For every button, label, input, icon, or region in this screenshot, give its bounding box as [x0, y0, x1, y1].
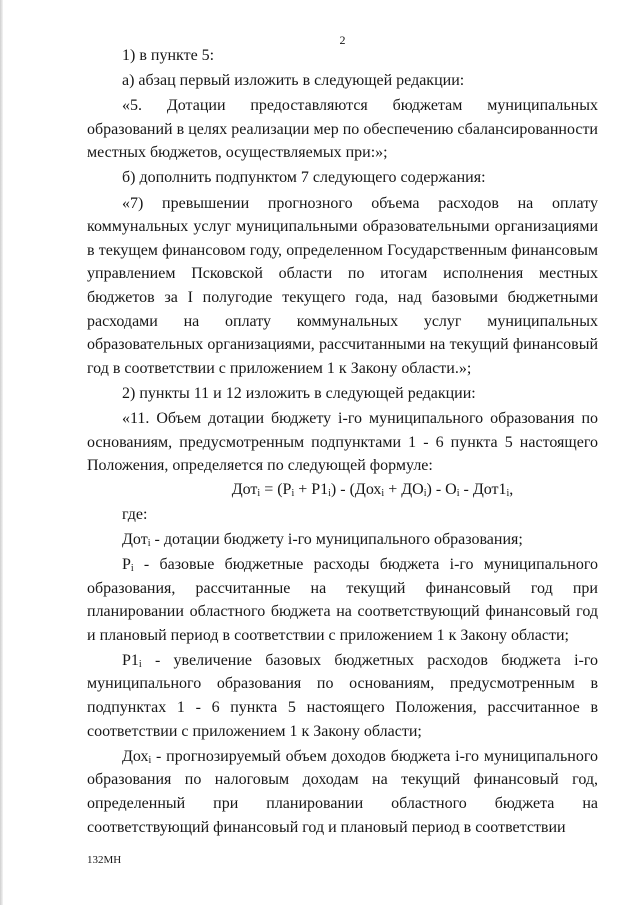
definition-dox: Дох$_i$ - прогнозируемый объем доходов бюджета i-го муниципального образования по налоговым доходам на текущий финансовый год, определенный при планировании областного бюджета на соответствующий финансовый год и плановый период в соответствии [87, 747, 598, 836]
paragraph-where: где: [122, 505, 148, 523]
definition-p1: $P1_i$ - увеличение базовых бюджетных расходов бюджета i-го муниципального образования по основаниям, предусмотренным в подпунктах 1 - 6 пункта 5 настоящего Положения, рассчитанное в соответствии с приложением 1 к Закону области; [87, 651, 598, 740]
formula: $Дот_i = (P_i + P1_i) - (Дох_i + ДО_i) - O_i - Дот1_i$, [231, 480, 514, 499]
paragraph-item-2: 2) пункты 11 и 12 изложить в следующей редакции: [122, 384, 476, 402]
page-number: 2 [339, 33, 346, 47]
paragraph-item-1: 1) в пункте 5: [122, 47, 215, 64]
paragraph-quote-5: «5. Дотации предоставляются бюджетам муниципальных образований в целях реализации мер по обеспечению сбалансированности местных бюджетов, осуществляемых при:»; [87, 97, 598, 162]
paragraph-item-a: а) абзац первый изложить в следующей редакции: [122, 72, 465, 90]
document-body [87, 44, 598, 839]
document-page [87, 0, 598, 905]
paragraph-quote-11: «11. Объем дотации бюджету i-го муниципального образования по основаниям, предусмотренным подпунктами 1 - 6 пункта 5 настоящего Положения, определяется по следующей формуле: [87, 409, 598, 475]
paragraph-quote-7: «7) превышении прогнозного объема расходов на оплату коммунальных услуг муниципальными образовательными организациями в текущем финансовом году, определенном Государственным финансовым управлением Псковской области по итогам исполнения местных бюджетов за I полугодие текущего года, над базовыми бюджетными расходами на оплату коммунальных услуг муниципальных образовательных организациями, рассчитанными на текущий финансовый год в соответствии с приложением 1 к Закону области.»; [87, 194, 598, 377]
definition-dot: Дот$_i$ - дотации бюджету i-го муниципального образования; [122, 530, 523, 549]
paragraph-item-b: б) дополнить подпунктом 7 следующего содержания: [122, 169, 486, 187]
definition-p: $P_i$ - базовые бюджетные расходы бюджета i-го муниципального образования, рассчитанные на текущий финансовый год при планировании областного бюджета на соответствующий финансовый год и плановый период в соответствии с приложением 1 к Закону области; [87, 555, 598, 644]
scan-edge [0, 0, 3, 905]
document-code: 132МН [87, 854, 122, 866]
